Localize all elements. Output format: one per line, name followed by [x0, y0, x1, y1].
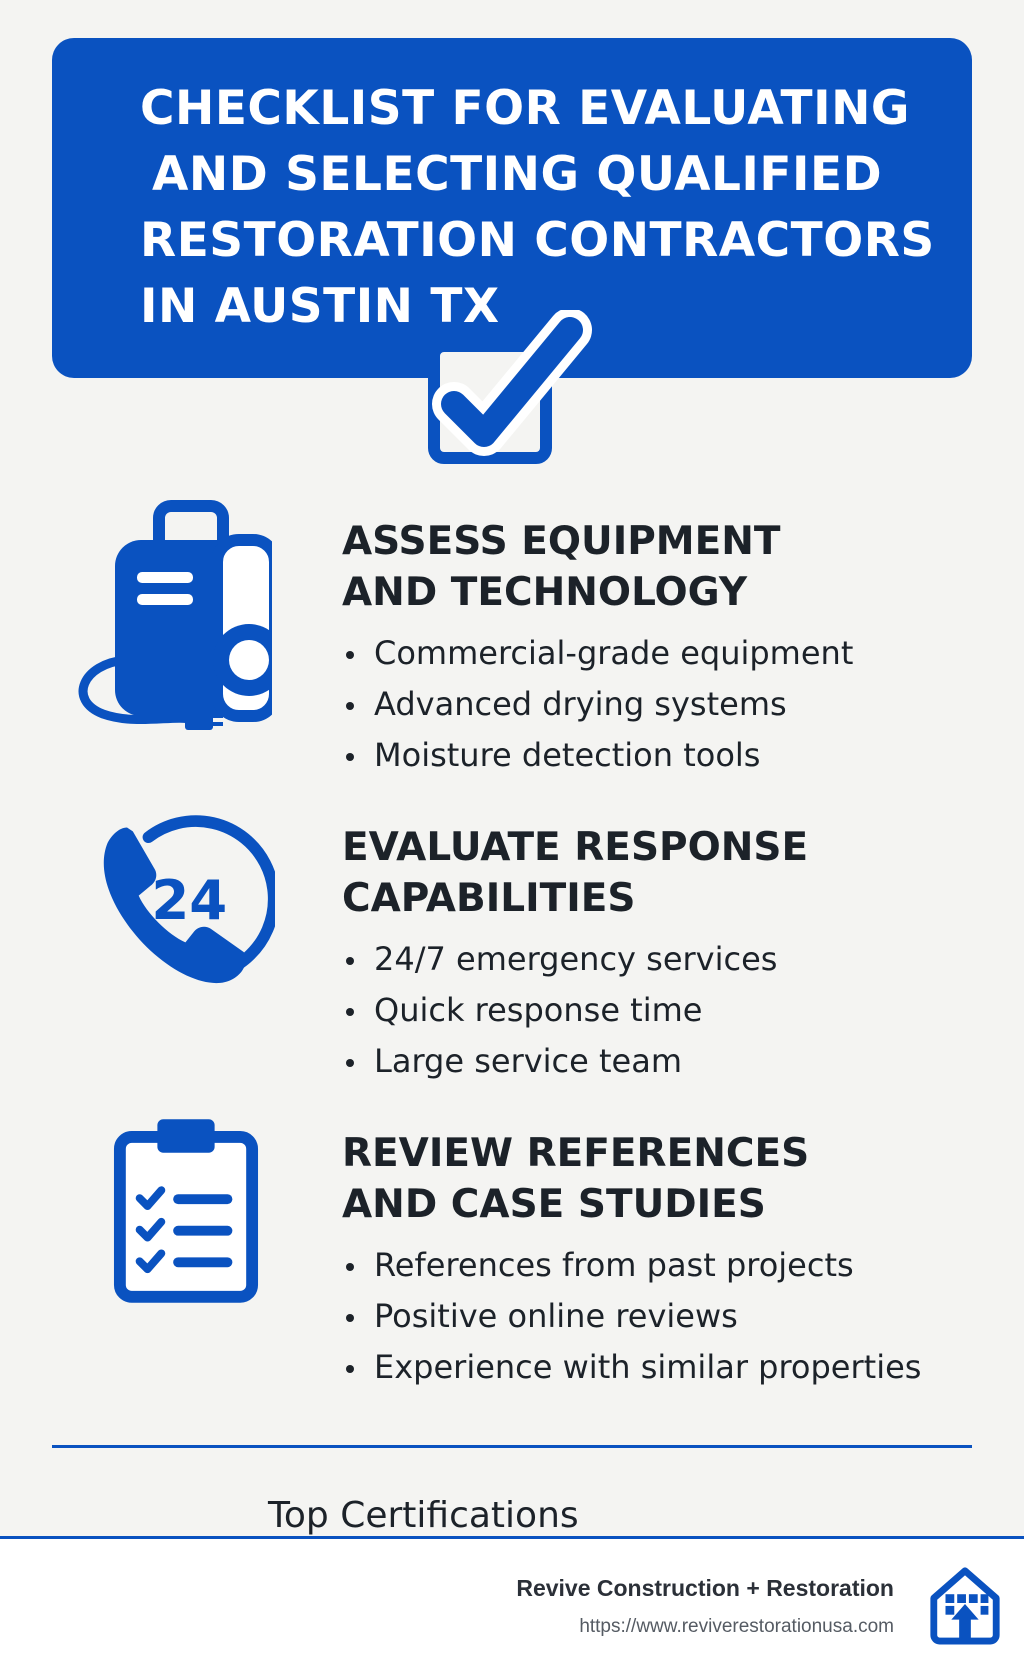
- footer-url[interactable]: https://www.reviverestorationusa.com: [579, 1616, 894, 1637]
- sub-heading-certifications: Top Certifications: [268, 1495, 579, 1536]
- section-divider: [52, 1445, 972, 1448]
- section-heading-references: REVIEW REFERENCES AND CASE STUDIES: [342, 1131, 810, 1227]
- list-item: Quick response time: [342, 985, 982, 1036]
- section-heading-response: EVALUATE RESPONSE CAPABILITIES: [342, 825, 809, 921]
- icon-24-text: 24: [151, 868, 228, 932]
- page-title: [140, 76, 940, 340]
- list-item: 24/7 emergency services: [342, 934, 982, 985]
- list-item: Positive online reviews: [342, 1291, 982, 1342]
- list-item: Experience with similar properties: [342, 1342, 982, 1393]
- list-item: Large service team: [342, 1036, 982, 1087]
- title-line-2: AND SELECTING QUALIFIED: [152, 147, 883, 202]
- list-equipment: [342, 628, 982, 781]
- checkbox-checked-icon: [420, 310, 600, 490]
- list-response: [342, 934, 982, 1087]
- dehumidifier-icon: [62, 500, 272, 740]
- list-item: Commercial-grade equipment: [342, 628, 982, 679]
- phone-24-icon: [90, 808, 275, 993]
- list-references: [342, 1240, 982, 1393]
- list-item: Advanced drying systems: [342, 679, 982, 730]
- footer-brand: Revive Construction + Restoration: [516, 1575, 894, 1601]
- title-line-4: IN AUSTIN TX: [140, 279, 500, 334]
- house-logo-icon: [926, 1561, 1004, 1645]
- clipboard-checklist-icon: [112, 1114, 260, 1304]
- section-heading-equipment: ASSESS EQUIPMENT AND TECHNOLOGY: [342, 519, 781, 615]
- title-line-3: RESTORATION CONTRACTORS: [140, 213, 935, 268]
- list-item: References from past projects: [342, 1240, 982, 1291]
- footer: [0, 1536, 1024, 1669]
- title-line-1: CHECKLIST FOR EVALUATING: [140, 81, 911, 136]
- list-item: Moisture detection tools: [342, 730, 982, 781]
